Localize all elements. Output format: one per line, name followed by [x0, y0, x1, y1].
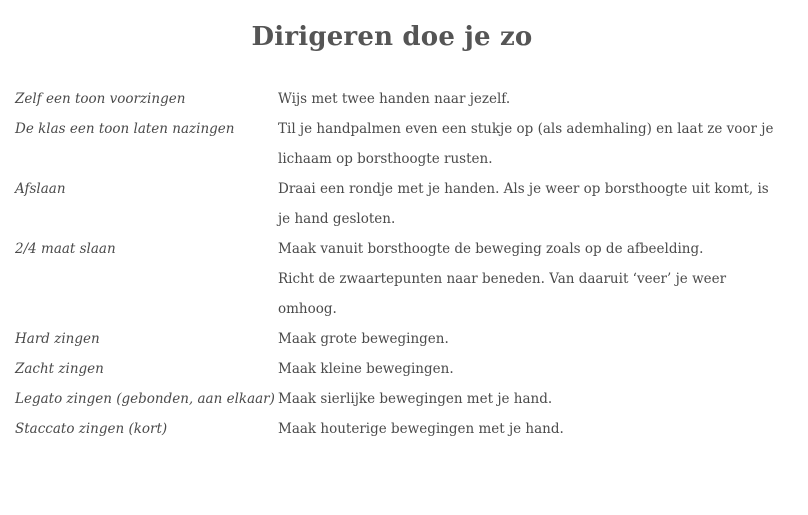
- table-row: [15, 174, 785, 234]
- row-description: Maak kleine bewegingen.: [278, 361, 454, 377]
- row-term: 2/4 maat slaan: [15, 241, 116, 257]
- table-row: [15, 234, 785, 324]
- table-row: [15, 324, 785, 354]
- row-description: Maak sierlijke bewegingen met je hand.: [278, 391, 553, 407]
- row-term: Zacht zingen: [15, 361, 104, 377]
- table-row: [15, 414, 785, 444]
- table-row: [15, 114, 785, 174]
- table-row: [15, 84, 785, 114]
- row-description: Draai een rondje met je handen. Als je weer op borsthoogte uit komt, is je hand gesloten.: [278, 181, 769, 227]
- row-term: Legato zingen (gebonden, aan elkaar): [15, 391, 275, 407]
- table-row: [15, 354, 785, 384]
- row-description: Maak grote bewegingen.: [278, 331, 449, 347]
- table-row: [15, 384, 785, 414]
- row-term: Hard zingen: [15, 331, 100, 347]
- row-description-line: Richt de zwaartepunten naar beneden. Van daaruit ‘veer’ je weer omhoog.: [278, 271, 727, 317]
- row-description: Maak houterige bewegingen met je hand.: [278, 421, 564, 437]
- row-description: Til je handpalmen even een stukje op (als ademhaling) en laat ze voor je lichaam op borsthoogte rusten.: [278, 121, 774, 167]
- row-term: Zelf een toon voorzingen: [15, 91, 186, 107]
- row-description: [278, 234, 785, 324]
- row-term: Staccato zingen (kort): [15, 421, 168, 437]
- row-description-line: Maak vanuit borsthoogte de beweging zoals op de afbeelding.: [278, 241, 704, 257]
- row-term: De klas een toon laten nazingen: [15, 121, 235, 137]
- page-title: Dirigeren doe je zo: [251, 22, 533, 52]
- row-term: Afslaan: [15, 181, 66, 197]
- row-description: Wijs met twee handen naar jezelf.: [278, 91, 511, 107]
- instruction-table: [15, 84, 785, 444]
